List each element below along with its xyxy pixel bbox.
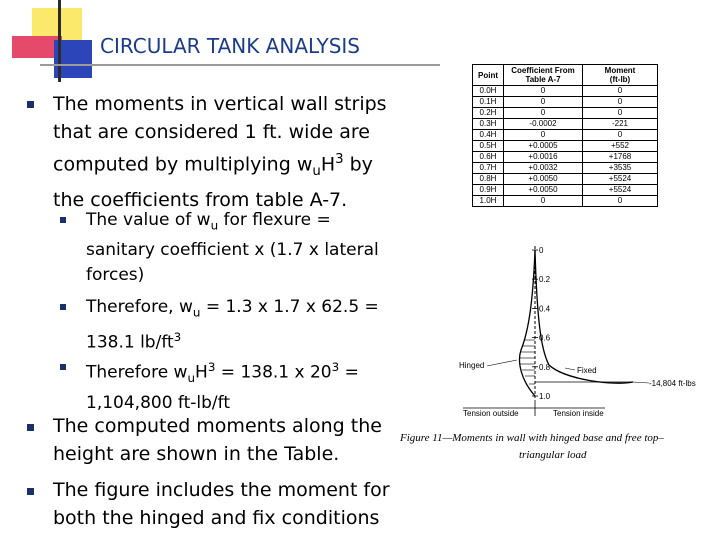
figure-caption: Figure 11—Moments in wall with hinged base and free top– (400, 432, 664, 444)
axis-tick-label: 1.0 (539, 392, 551, 401)
cell-point: 1.0H (473, 196, 504, 207)
cell-point: 0.1H (473, 97, 504, 108)
table-row (473, 185, 658, 196)
moment-coefficient-table (472, 64, 658, 207)
bullet-marker (27, 424, 34, 431)
sub-bullet-marker (60, 217, 66, 223)
table-row (473, 174, 658, 185)
cell-moment: -221 (583, 119, 658, 130)
logo-vertical-line (58, 0, 61, 82)
axis-tick-label: 0.4 (539, 304, 551, 314)
cell-coefficient: +0.0050 (504, 185, 583, 196)
tension-outside-label: Tension outside (463, 409, 519, 418)
table-row (473, 130, 658, 141)
cell-moment: +1768 (583, 152, 658, 163)
axis-tick-label: 0 (539, 246, 544, 255)
cell-moment: +3535 (583, 163, 658, 174)
bullet-marker (27, 488, 34, 495)
cell-coefficient: 0 (504, 97, 583, 108)
cell-moment: 0 (583, 86, 658, 97)
cell-moment: 0 (583, 196, 658, 207)
axis-tick-label: 0.6 (539, 333, 551, 343)
hinged-moment-curve (520, 250, 535, 396)
table-header-coefficient: Coefficient From Table A-7 (504, 65, 583, 86)
table-row (473, 97, 658, 108)
cell-coefficient: +0.0050 (504, 174, 583, 185)
cell-point: 0.2H (473, 108, 504, 119)
cell-point: 0.4H (473, 130, 504, 141)
cell-coefficient: +0.0005 (504, 141, 583, 152)
cell-point: 0.6H (473, 152, 504, 163)
cell-coefficient: 0 (504, 130, 583, 141)
cell-coefficient: 0 (504, 108, 583, 119)
cell-coefficient: 0 (504, 196, 583, 207)
tension-inside-label: Tension inside (553, 409, 604, 418)
bullet-text-computed: The computed moments along the height are shown in the Table. (53, 415, 382, 465)
cell-moment: 0 (583, 97, 658, 108)
cell-point: 0.9H (473, 185, 504, 196)
sub-bullet-marker (60, 364, 66, 370)
sub-bullet-marker (60, 304, 66, 310)
cell-moment: 0 (583, 130, 658, 141)
cell-moment: +5524 (583, 185, 658, 196)
cell-coefficient: +0.0032 (504, 163, 583, 174)
sub-bullet-text-wu: The value of $w_u$ for flexure = sanitary coefficient x (1.7 x lateral forces) (86, 210, 379, 286)
figure-caption-continued: triangular load (519, 449, 587, 461)
table-row (473, 119, 658, 130)
bullet-text-moments: The moments in vertical wall strips that are considered 1 ft. wide are computed by multiplying $w_uH^3$ by the coefficients from table A-7. (53, 93, 387, 212)
slide-title: CIRCULAR TANK ANALYSIS (100, 34, 360, 58)
axis-tick-label: 0.2 (539, 275, 551, 285)
sub-bullet-text-wu-value: Therefore, $w_u = 1.3$ x 1.7 x 62.5 = 138.1 $lb/ft^3$ (86, 297, 379, 354)
bullet-text-figure: The figure includes the moment for both the hinged and fix conditions (53, 479, 390, 529)
cell-moment: +5524 (583, 174, 658, 185)
cell-moment: +552 (583, 141, 658, 152)
cell-point: 0.5H (473, 141, 504, 152)
hinged-label: Hinged (459, 361, 485, 370)
cell-point: 0.3H (473, 119, 504, 130)
cell-point: 0.8H (473, 174, 504, 185)
bullet-marker (27, 101, 34, 108)
fixed-label: Fixed (577, 366, 597, 375)
cell-point: 0.0H (473, 86, 504, 97)
table-header-point: Point (473, 65, 504, 86)
axis-tick-label: 0.8 (539, 362, 551, 372)
hinged-hatching (519, 340, 535, 384)
cell-coefficient: +0.0016 (504, 152, 583, 163)
table-row (473, 196, 658, 207)
cell-coefficient: 0 (504, 86, 583, 97)
table-header-moment: Moment (ft-lb) (583, 65, 658, 86)
table-row (473, 152, 658, 163)
moment-label: -14,804 ft-lbs (649, 379, 696, 388)
table-row (473, 141, 658, 152)
table-body (473, 86, 658, 207)
table-row (473, 86, 658, 97)
cell-point: 0.7H (473, 163, 504, 174)
title-underline (40, 64, 440, 66)
cell-coefficient: -0.0002 (504, 119, 583, 130)
table-row (473, 163, 658, 174)
cell-moment: 0 (583, 108, 658, 119)
table-row (473, 108, 658, 119)
sub-bullet-text-wuh3: Therefore $w_uH^3 = 138.1$ x $20^3$ = 1,104,800 ft-lb/ft (86, 360, 359, 414)
moment-diagram (455, 240, 715, 420)
